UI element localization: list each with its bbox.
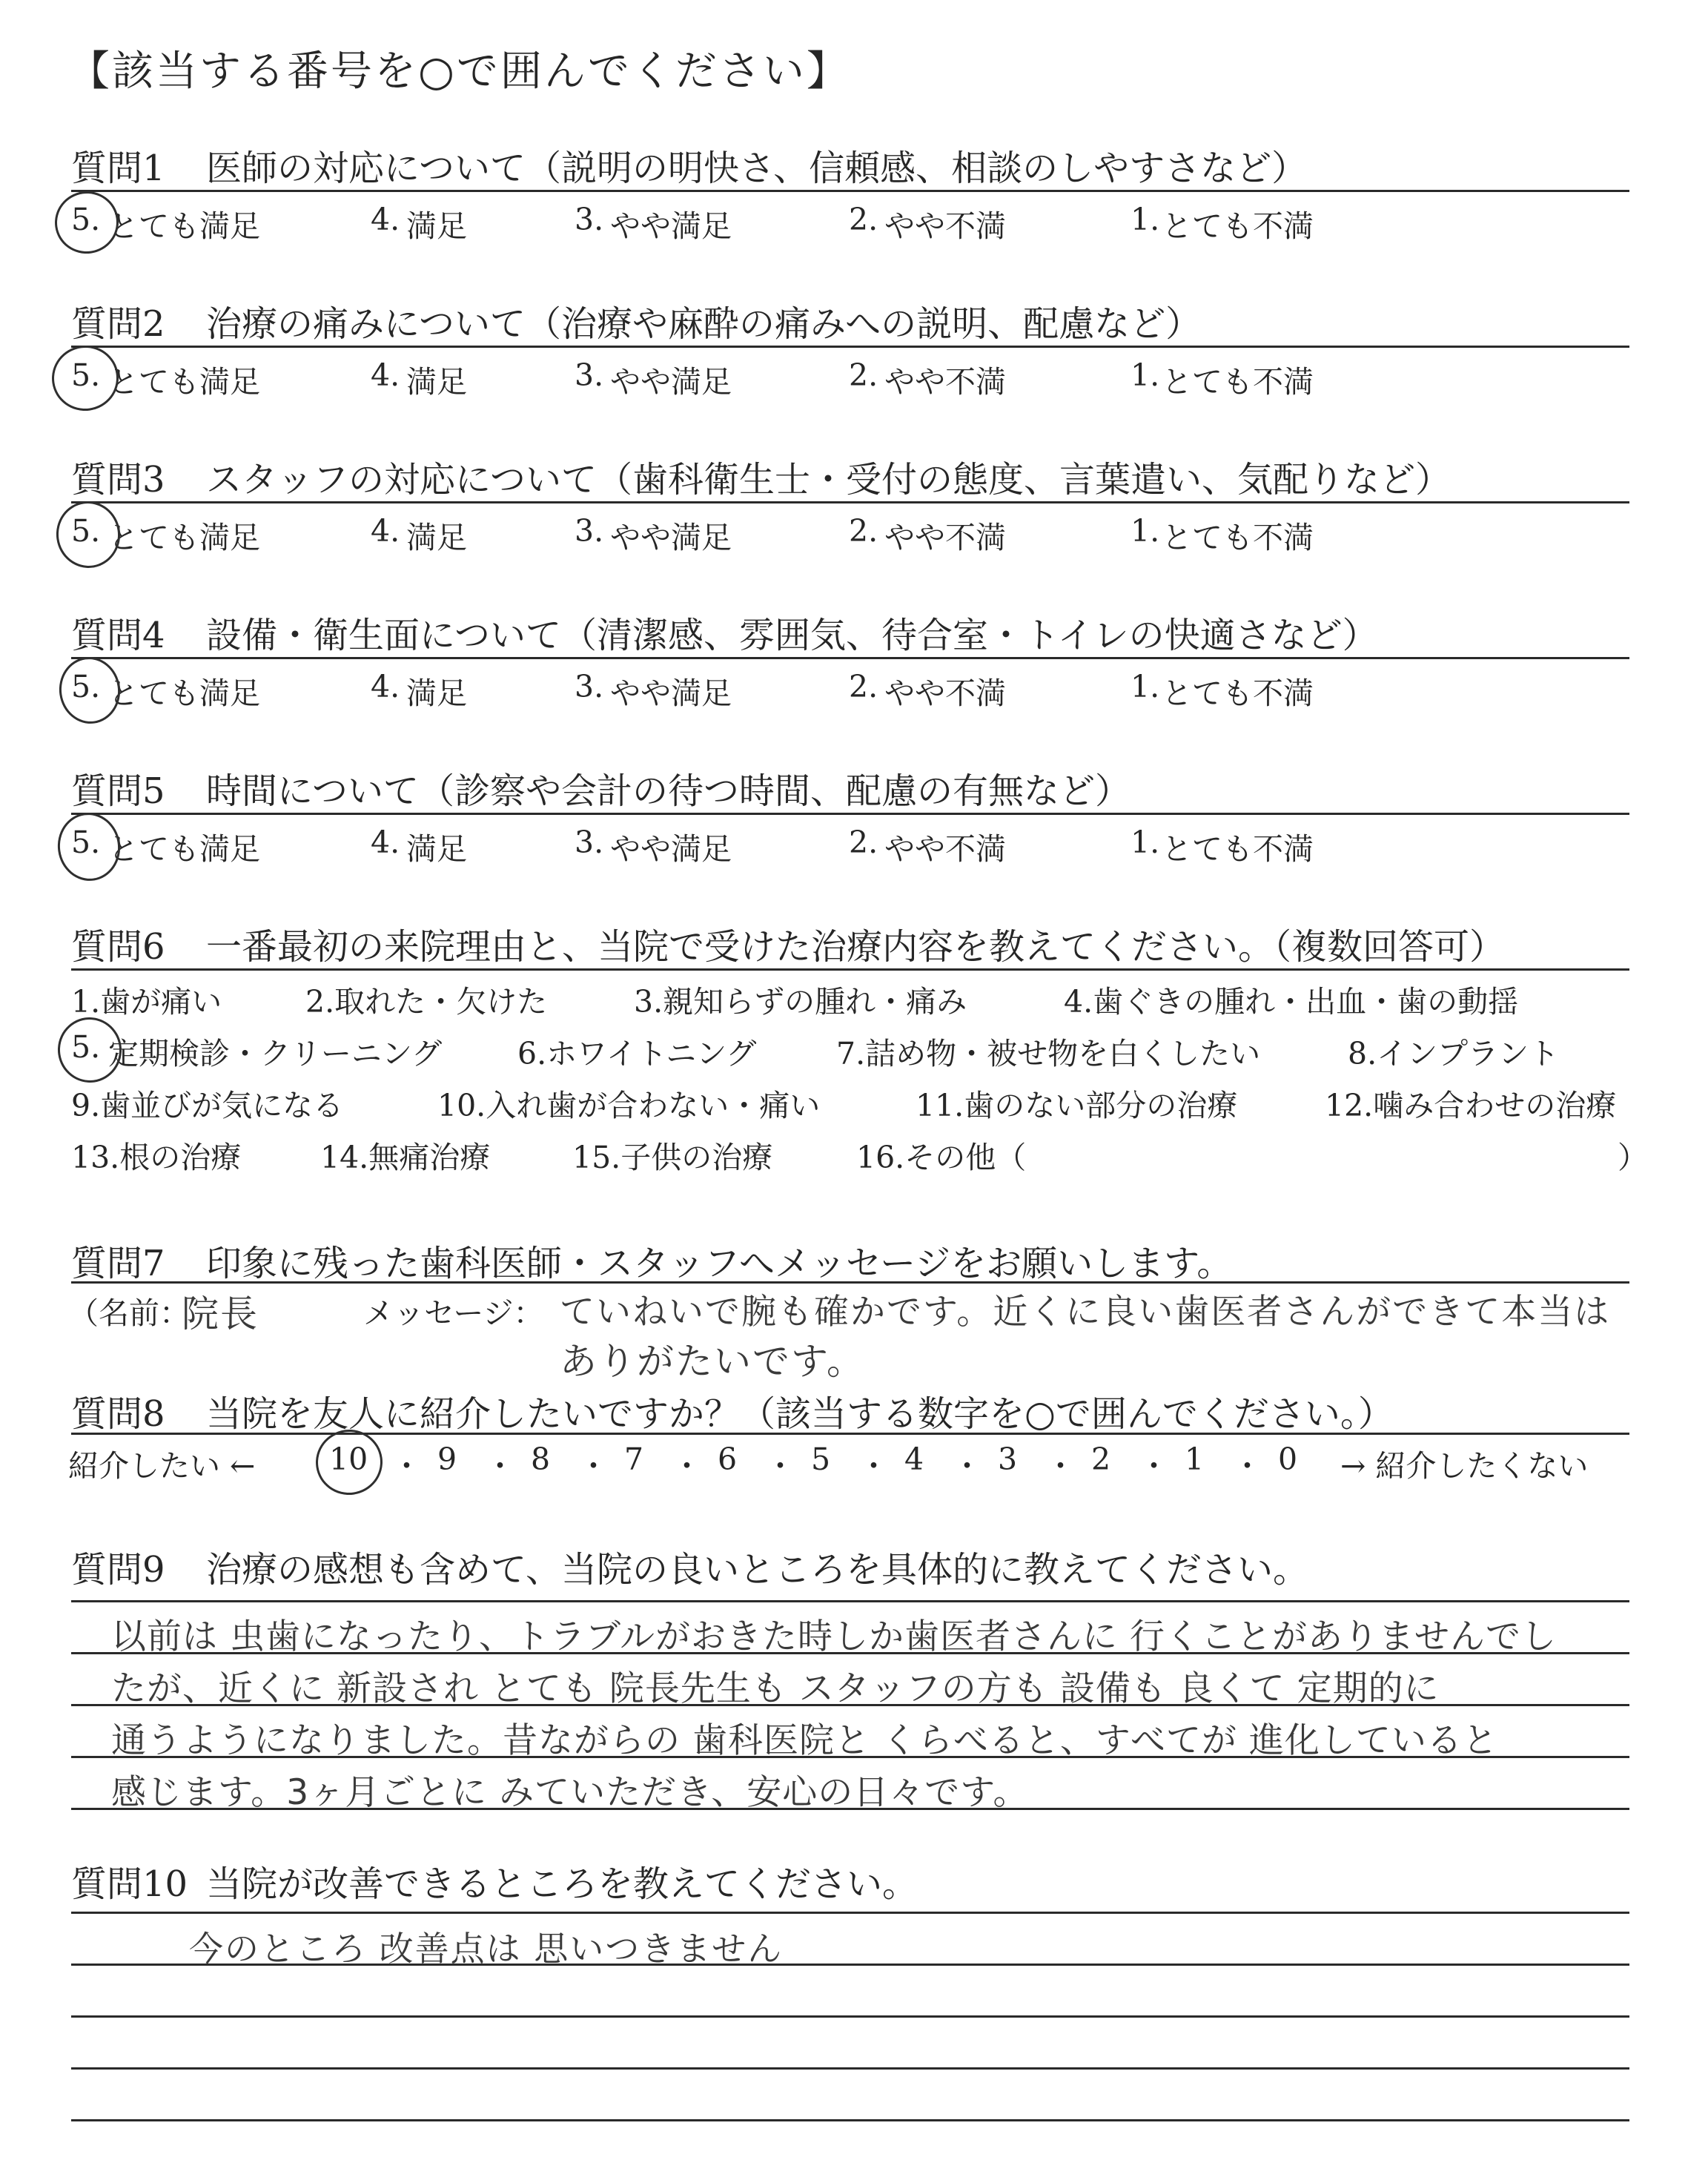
option-2-number[interactable]: 2.	[849, 513, 878, 549]
q6-option-5-number[interactable]: 5.	[71, 1029, 101, 1065]
answer-line-4[interactable]: 感じます。3ヶ月ごとに みていただき、安心の日々です。	[111, 1772, 1029, 1813]
q6-option-6[interactable]: 6.ホワイトニング	[517, 1036, 757, 1071]
option-3-number[interactable]: 3.	[575, 669, 604, 704]
option-5-number[interactable]: 5.	[71, 825, 101, 860]
question-text: 印象に残った歯科医師・スタッフへメッセージをお願いします。	[206, 1243, 1233, 1284]
message-line-1[interactable]: ていねいで腕も確かです。近くに良い歯医者さんができて本当は	[560, 1292, 1611, 1332]
q6-option-13[interactable]: 13.根の治療	[71, 1140, 242, 1175]
q6-option-3[interactable]: 3.親知らずの腫れ・痛み	[634, 984, 967, 1020]
scale-8[interactable]: 8	[531, 1441, 551, 1477]
scale-separator: ・	[485, 1448, 515, 1484]
option-3-label[interactable]: やや満足	[610, 364, 732, 400]
scale-left-label: 紹介したい ←	[68, 1448, 256, 1484]
scale-4[interactable]: 4	[904, 1441, 924, 1477]
question-text: 当院が改善できるところを教えてください。	[206, 1863, 918, 1905]
option-5-number[interactable]: 5.	[71, 202, 101, 237]
question-text: 当院を友人に紹介したいですか？（該当する数字を○で囲んでください。）	[206, 1393, 1394, 1435]
q6-option-4[interactable]: 4.歯ぐきの腫れ・出血・歯の動揺	[1064, 984, 1519, 1020]
scale-separator: ・	[952, 1448, 982, 1484]
scale-1[interactable]: 1	[1185, 1441, 1205, 1477]
answer-line	[71, 1912, 1629, 1914]
message-label: メッセージ：	[363, 1295, 544, 1331]
divider	[71, 968, 1629, 971]
option-1-number[interactable]: 1.	[1131, 669, 1160, 704]
question-number: 質問8	[71, 1393, 165, 1435]
scale-separator: ・	[765, 1448, 795, 1484]
question-number: 質問1	[71, 148, 165, 189]
scale-0[interactable]: 0	[1278, 1441, 1298, 1477]
question-text: 治療の感想も含めて、当院の良いところを具体的に教えてください。	[206, 1549, 1309, 1591]
question-text: 医師の対応について（説明の明快さ、信頼感、相談のしやすさなど）	[206, 148, 1308, 189]
option-4-number[interactable]: 4.	[371, 669, 400, 704]
option-3-label[interactable]: やや満足	[610, 520, 732, 555]
divider	[71, 1281, 1629, 1284]
scale-3[interactable]: 3	[998, 1441, 1018, 1477]
question-text: スタッフの対応について（歯科衛生士・受付の態度、言葉遣い、気配りなど）	[206, 459, 1452, 501]
scale-separator: ・	[858, 1448, 889, 1484]
answer-line	[71, 1600, 1629, 1602]
scale-separator: ・	[1045, 1448, 1076, 1484]
q6-option-11[interactable]: 11.歯のない部分の治療	[916, 1088, 1238, 1123]
question-number: 質問10	[71, 1863, 188, 1905]
q6-option-9[interactable]: 9.歯並びが気になる	[71, 1088, 344, 1123]
scale-5[interactable]: 5	[811, 1441, 831, 1477]
option-1-number[interactable]: 1.	[1131, 513, 1160, 549]
option-5-number[interactable]: 5.	[71, 669, 101, 704]
answer-line	[71, 2119, 1629, 2121]
scale-9[interactable]: 9	[437, 1441, 457, 1477]
question-9	[71, 1541, 1308, 1592]
option-2-label[interactable]: やや不満	[884, 520, 1006, 555]
question-number: 質問6	[71, 926, 165, 968]
option-4-label[interactable]: 満足	[406, 364, 467, 400]
option-1-label[interactable]: とても不満	[1162, 208, 1314, 244]
message-line-2[interactable]: ありがたいです。	[560, 1340, 865, 1383]
option-2-number[interactable]: 2.	[849, 669, 878, 704]
option-2-label[interactable]: やや不満	[884, 676, 1006, 711]
q6-option-16[interactable]: 16.その他（	[856, 1140, 1027, 1175]
question-3	[71, 451, 1451, 502]
question-6	[71, 918, 1505, 969]
answer-line	[71, 2015, 1629, 2018]
question-2	[71, 295, 1201, 346]
name-label: （名前：	[68, 1295, 190, 1331]
question-10	[71, 1855, 918, 1906]
selected-circle	[47, 341, 122, 415]
option-2-label[interactable]: やや不満	[884, 208, 1006, 244]
question-number: 質問3	[71, 459, 165, 501]
scale-separator: ・	[578, 1448, 609, 1484]
scale-7[interactable]: 7	[624, 1441, 644, 1477]
q6-option-2[interactable]: 2.取れた・欠けた	[305, 984, 548, 1020]
option-4-label[interactable]: 満足	[406, 831, 467, 867]
q6-option-1[interactable]: 1.歯が痛い	[71, 984, 222, 1020]
scale-separator: ・	[1232, 1448, 1262, 1484]
option-1-number[interactable]: 1.	[1131, 357, 1160, 393]
option-3-number[interactable]: 3.	[575, 513, 604, 549]
option-4-label[interactable]: 満足	[406, 208, 467, 244]
divider	[71, 1433, 1629, 1435]
option-5-number[interactable]: 5.	[71, 357, 101, 393]
selected-circle	[53, 1013, 125, 1086]
q6-option-16-close: ）	[1618, 1140, 1648, 1175]
option-1-label[interactable]: とても不満	[1162, 364, 1314, 400]
question-1	[71, 139, 1307, 191]
option-1-number[interactable]: 1.	[1131, 202, 1160, 237]
selected-circle	[53, 809, 125, 885]
answer-line-1[interactable]: 以前は 虫歯になったり、トラブルがおきた時しか歯医者さんに 行くことがありませんでし	[111, 1616, 1557, 1657]
question-text: 一番最初の来院理由と、当院で受けた治療内容を教えてください。（複数回答可）	[206, 926, 1506, 968]
q6-option-15[interactable]: 15.子供の治療	[572, 1140, 773, 1175]
scale-separator: ・	[1139, 1448, 1169, 1484]
option-5-label[interactable]: とても満足	[108, 676, 260, 711]
option-5-label[interactable]: とても満足	[108, 831, 260, 867]
scale-right-label: → 紹介したくない	[1340, 1448, 1589, 1484]
selected-circle	[52, 497, 125, 572]
option-4-number[interactable]: 4.	[371, 202, 400, 237]
option-1-label[interactable]: とても不満	[1162, 831, 1314, 867]
option-5-label[interactable]: とても満足	[108, 520, 260, 555]
q6-option-12[interactable]: 12.噛み合わせの治療	[1325, 1088, 1617, 1123]
option-3-label[interactable]: やや満足	[610, 831, 732, 867]
answer-line-3[interactable]: 通うようになりました。昔ながらの 歯科医院と くらべると、すべてが 進化していると	[111, 1720, 1498, 1761]
option-2-label[interactable]: やや不満	[884, 364, 1006, 400]
option-2-label[interactable]: やや不満	[884, 831, 1006, 867]
divider	[71, 657, 1629, 659]
scale-6[interactable]: 6	[718, 1441, 738, 1477]
option-5-label[interactable]: とても満足	[108, 208, 260, 244]
option-1-number[interactable]: 1.	[1131, 825, 1160, 860]
answer-line	[71, 2067, 1629, 2070]
option-2-number[interactable]: 2.	[849, 202, 878, 237]
divider	[71, 346, 1629, 348]
q6-option-8[interactable]: 8.インプラント	[1348, 1036, 1560, 1071]
answer-line-1[interactable]: 今のところ 改善点は 思いつきません	[189, 1929, 784, 1969]
scale-10[interactable]: 10	[329, 1441, 368, 1477]
scale-2[interactable]: 2	[1091, 1441, 1111, 1477]
option-5-number[interactable]: 5.	[71, 513, 101, 549]
question-5	[71, 762, 1131, 813]
option-2-number[interactable]: 2.	[849, 825, 878, 860]
option-3-number[interactable]: 3.	[575, 357, 604, 393]
selected-circle	[51, 187, 123, 257]
option-4-number[interactable]: 4.	[371, 357, 400, 393]
question-number: 質問5	[71, 770, 165, 812]
divider	[71, 501, 1629, 503]
divider	[71, 813, 1629, 815]
option-4-number[interactable]: 4.	[371, 513, 400, 549]
option-3-number[interactable]: 3.	[575, 202, 604, 237]
question-text: 時間について（診察や会計の待つ時間、配慮の有無など）	[206, 770, 1131, 812]
option-3-label[interactable]: やや満足	[610, 676, 732, 711]
option-5-label[interactable]: とても満足	[108, 364, 260, 400]
question-number: 質問9	[71, 1549, 165, 1591]
option-1-label[interactable]: とても不満	[1162, 520, 1314, 555]
option-4-label[interactable]: 満足	[406, 520, 467, 555]
option-3-label[interactable]: やや満足	[610, 208, 732, 244]
question-7	[71, 1235, 1232, 1286]
question-8	[71, 1385, 1394, 1436]
q6-option-10[interactable]: 10.入れ歯が合わない・痛い	[437, 1088, 821, 1123]
question-number: 質問2	[71, 303, 165, 345]
divider	[71, 190, 1629, 192]
option-3-number[interactable]: 3.	[575, 825, 604, 860]
option-2-number[interactable]: 2.	[849, 357, 878, 393]
page-title: 【該当する番号を○で囲んでください】	[68, 47, 850, 96]
scale-separator: ・	[391, 1448, 422, 1484]
option-4-number[interactable]: 4.	[371, 825, 400, 860]
scale-separator: ・	[672, 1448, 702, 1484]
question-number: 質問7	[71, 1243, 165, 1284]
question-text: 設備・衛生面について（清潔感、雰囲気、待合室・トイレの快適さなど）	[206, 615, 1378, 656]
answer-line-2[interactable]: たが、近くに 新設され とても 院長先生も スタッフの方も 設備も 良くて 定期的に	[111, 1668, 1440, 1709]
q6-option-7[interactable]: 7.詰め物・被せ物を白くしたい	[836, 1036, 1261, 1071]
option-4-label[interactable]: 満足	[406, 676, 467, 711]
question-text: 治療の痛みについて（治療や麻酔の痛みへの説明、配慮など）	[206, 303, 1202, 345]
question-4	[71, 607, 1378, 658]
selected-circle	[311, 1425, 386, 1499]
question-number: 質問4	[71, 615, 165, 656]
option-1-label[interactable]: とても不満	[1162, 676, 1314, 711]
name-value[interactable]: 院長	[182, 1292, 259, 1335]
q6-option-5-label[interactable]: 定期検診・クリーニング	[108, 1036, 443, 1071]
selected-circle	[55, 653, 125, 728]
q6-option-14[interactable]: 14.無痛治療	[320, 1140, 491, 1175]
